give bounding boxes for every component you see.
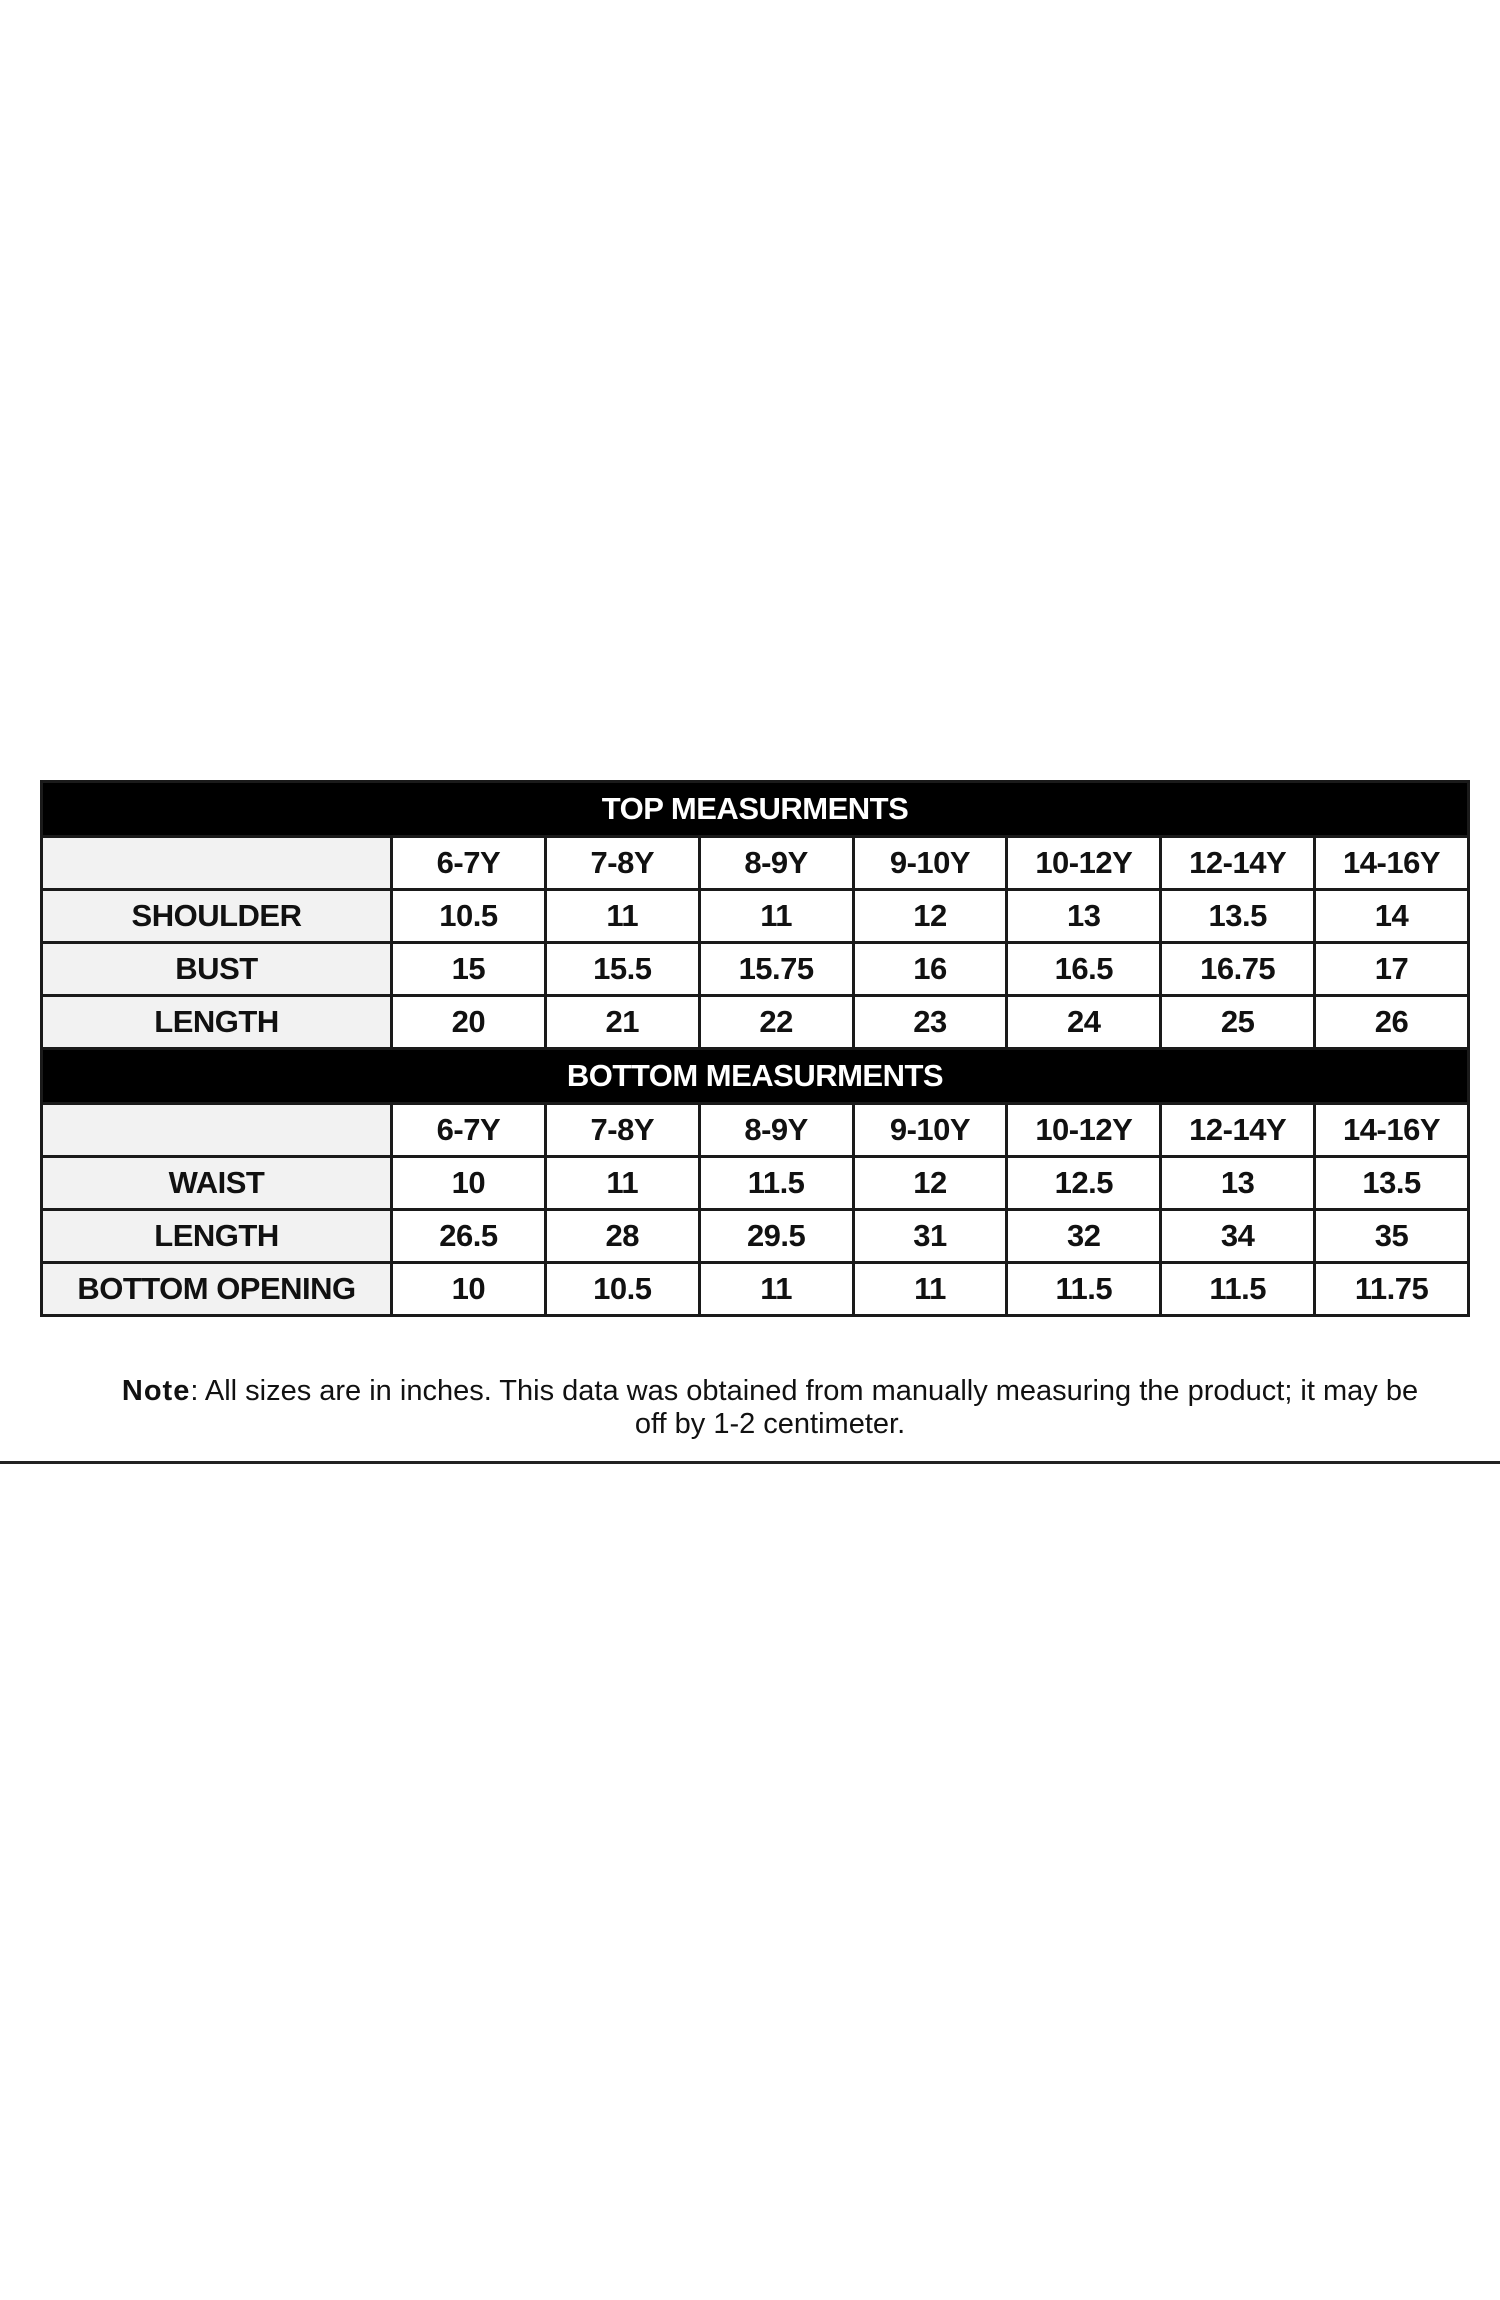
measurement-value: 14	[1315, 890, 1469, 943]
size-chart-table	[40, 780, 1470, 1317]
measurement-value: 15.5	[545, 943, 699, 996]
size-header-cell: 7-8Y	[545, 1104, 699, 1157]
measurement-value: 11	[853, 1263, 1007, 1316]
measurement-label: BUST	[42, 943, 392, 996]
measurement-value: 10.5	[545, 1263, 699, 1316]
measurement-value: 13	[1161, 1157, 1315, 1210]
measurement-value: 28	[545, 1210, 699, 1263]
note-text: : All sizes are in inches. This data was obtained from manually measuring the product; it may be off by 1-2 centimeter.	[190, 1375, 1419, 1440]
measurement-label: LENGTH	[42, 1210, 392, 1263]
size-chart-body	[42, 782, 1469, 1316]
measurement-row	[42, 996, 1469, 1049]
measurement-label: BOTTOM OPENING	[42, 1263, 392, 1316]
measurement-value: 16	[853, 943, 1007, 996]
measurement-label: SHOULDER	[42, 890, 392, 943]
measurement-value: 15	[392, 943, 546, 996]
measurement-value: 10	[392, 1157, 546, 1210]
size-header-cell: 8-9Y	[699, 1104, 853, 1157]
measurement-row	[42, 943, 1469, 996]
measurement-value: 25	[1161, 996, 1315, 1049]
bottom-section-header	[42, 1049, 1469, 1104]
size-header-cell: 7-8Y	[545, 837, 699, 890]
size-row-label-cell	[42, 1104, 392, 1157]
top-section-header	[42, 782, 1469, 837]
size-header-cell: 10-12Y	[1007, 1104, 1161, 1157]
size-header-cell: 6-7Y	[392, 837, 546, 890]
measurement-value: 34	[1161, 1210, 1315, 1263]
size-header-cell: 12-14Y	[1161, 837, 1315, 890]
bottom-section-title: BOTTOM MEASURMENTS	[42, 1049, 1469, 1104]
measurement-value: 10	[392, 1263, 546, 1316]
measurement-value: 35	[1315, 1210, 1469, 1263]
measurement-value: 13	[1007, 890, 1161, 943]
size-header-cell: 10-12Y	[1007, 837, 1161, 890]
size-row-label-cell	[42, 837, 392, 890]
measurement-value: 11.75	[1315, 1263, 1469, 1316]
top-size-row	[42, 837, 1469, 890]
measurement-value: 15.75	[699, 943, 853, 996]
measurement-value: 23	[853, 996, 1007, 1049]
measurement-row	[42, 1210, 1469, 1263]
measurement-value: 12	[853, 1157, 1007, 1210]
measurement-value: 11	[699, 1263, 853, 1316]
measurement-label: LENGTH	[42, 996, 392, 1049]
size-header-cell: 12-14Y	[1161, 1104, 1315, 1157]
measurement-value: 13.5	[1315, 1157, 1469, 1210]
measurement-value: 20	[392, 996, 546, 1049]
measurement-value: 10.5	[392, 890, 546, 943]
measurement-value: 11.5	[699, 1157, 853, 1210]
measurement-value: 12	[853, 890, 1007, 943]
measurement-value: 29.5	[699, 1210, 853, 1263]
measurement-value: 11	[545, 1157, 699, 1210]
measurement-value: 16.5	[1007, 943, 1161, 996]
measurement-value: 26	[1315, 996, 1469, 1049]
measurement-value: 21	[545, 996, 699, 1049]
size-header-cell: 14-16Y	[1315, 837, 1469, 890]
measurement-row	[42, 1263, 1469, 1316]
size-header-cell: 14-16Y	[1315, 1104, 1469, 1157]
top-section-title: TOP MEASURMENTS	[42, 782, 1469, 837]
note-label: Note	[121, 1375, 191, 1407]
measurement-value: 13.5	[1161, 890, 1315, 943]
size-header-cell: 6-7Y	[392, 1104, 546, 1157]
size-header-cell: 9-10Y	[853, 1104, 1007, 1157]
measurement-value: 11	[699, 890, 853, 943]
measurement-value: 32	[1007, 1210, 1161, 1263]
measurement-row	[42, 890, 1469, 943]
measurement-value: 12.5	[1007, 1157, 1161, 1210]
measurement-value: 11.5	[1007, 1263, 1161, 1316]
measurement-label: WAIST	[42, 1157, 392, 1210]
size-header-cell: 9-10Y	[853, 837, 1007, 890]
divider-line	[0, 1461, 1500, 1464]
measurement-value: 11.5	[1161, 1263, 1315, 1316]
measurement-value: 17	[1315, 943, 1469, 996]
measurement-value: 22	[699, 996, 853, 1049]
measurement-value: 11	[545, 890, 699, 943]
measurement-value: 26.5	[392, 1210, 546, 1263]
bottom-size-row	[42, 1104, 1469, 1157]
size-note	[120, 1375, 1420, 1441]
measurement-value: 16.75	[1161, 943, 1315, 996]
measurement-value: 31	[853, 1210, 1007, 1263]
size-header-cell: 8-9Y	[699, 837, 853, 890]
measurement-row	[42, 1157, 1469, 1210]
measurement-value: 24	[1007, 996, 1161, 1049]
